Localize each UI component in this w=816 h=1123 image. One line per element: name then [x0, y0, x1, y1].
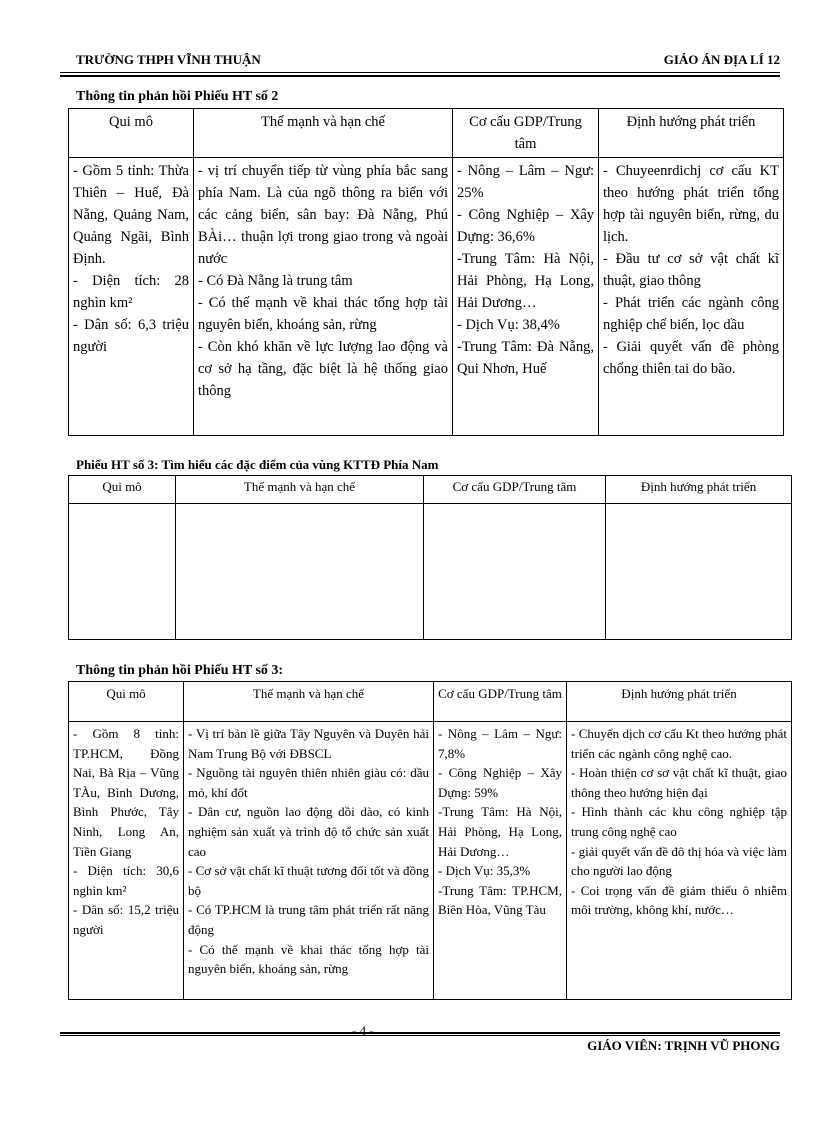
header-cell: Qui mô: [69, 682, 184, 722]
header-cell: Cơ cấu GDP/Trung tâm: [434, 682, 567, 722]
footer-rule: [60, 1032, 780, 1034]
section2-title: Phiếu HT số 3: Tìm hiểu các đặc điểm của vùng KTTĐ Phía Nam: [76, 457, 439, 472]
section3-title: Thông tin phản hồi Phiếu HT số 3:: [76, 663, 284, 678]
footer-rule-thin: [60, 1035, 780, 1036]
empty-answer-cell[interactable]: [69, 504, 176, 640]
direction-cell: - Chuyển dịch cơ cấu Kt theo hướng phát triển các ngành công nghệ cao. - Hoàn thiện cơ sơ vật chất kĩ thuật, giao thông theo hướng hiện đại - Hình thành các khu công nghiệp tập trung công nghệ cao - giải quyết vấn đề đô thị hóa và việc làm cho người lao động - Coi trọng vấn đề giảm thiểu ô nhiễm môi trường, không khí, nước…: [567, 722, 792, 1000]
strengths-cell: - Vị trí bản lề giữa Tây Nguyên và Duyên hải Nam Trung Bộ với ĐBSCL - Nguồng tài nguyên thiên nhiên giàu có: dầu mỏ, khí đốt - Dân cư, nguồn lao động dồi dào, có kinh nghiệm sản xuất và trình độ tổ chức sản xuất cao - Cơ sở vật chất kĩ thuật tương đối tốt và đồng bộ - Có TP.HCM là trung tâm phát triển rất năng động - Có thế mạnh về khai thác tổng hợp tài nguyên biển, khoáng sản, rừng: [184, 722, 434, 1000]
table-row: [69, 504, 792, 640]
school-name: TRƯỜNG THPH VĨNH THUẬN: [76, 52, 261, 67]
header-cell: Thế mạnh và hạn chế: [184, 682, 434, 722]
header-cell: Thế mạnh và hạn chế: [176, 476, 424, 504]
gdp-cell: - Nông – Lâm – Ngư: 7,8% - Công Nghiệp – Xây Dựng: 59% -Trung Tâm: Hà Nội, Hải Phòng, Hạ Long, Hải Dương… - Dịch Vụ: 35,3% -Trung Tâm: TP.HCM, Biên Hòa, Vũng Tàu: [434, 722, 567, 1000]
table-row: [69, 722, 792, 1000]
header-cell: Qui mô: [69, 476, 176, 504]
feedback-table-2: [68, 108, 784, 436]
header-cell: Định hướng phát triển: [567, 682, 792, 722]
gdp-cell: - Nông – Lâm – Ngư: 25% - Công Nghiệp – Xây Dựng: 36,6% -Trung Tâm: Hà Nội, Hải Phòng, Hạ Long, Hải Dương… - Dịch Vụ: 38,4% -Trung Tâm: Đà Nẵng, Qui Nhơn, Huế: [453, 158, 599, 436]
direction-cell: - Chuyeenrdichj cơ cấu KT theo hướng phát triển tổng hợp tài nguyên biển, rừng, du lịch. - Đầu tư cơ sở vật chất kĩ thuật, giao thông - Phát triển các ngành công nghiệp chế biến, lọc dầu - Giải quyết vấn đề phòng chống thiên tai do bão.: [599, 158, 784, 436]
header-rule-double: [60, 75, 780, 77]
header-cell: Định hướng phát triển: [599, 109, 784, 158]
header-cell: Cơ cấu GDP/Trung tâm: [424, 476, 606, 504]
table-header-row: [69, 682, 792, 722]
strengths-cell: - vị trí chuyển tiếp từ vùng phía bắc sang phía Nam. Là của ngõ thông ra biển với các cảng biển, sân bay: Đà Nẵng, Phú BÀi… thuận lợi trong giao trong và ngoài nước - Có Đà Nẵng là trung tâm - Có thế mạnh về khai thác tổng hợp tài nguyên biển, khoáng sản, rừng - Còn khó khăn về lực lượng lao động và cơ sở hạ tầng, đặc biệt là hệ thống giao thông: [194, 158, 453, 436]
header-cell: Cơ cấu GDP/Trung tâm: [453, 109, 599, 158]
table-row: [69, 158, 784, 436]
empty-answer-cell[interactable]: [606, 504, 792, 640]
section1-title: Thông tin phản hồi Phiếu HT số 2: [76, 89, 279, 104]
header-cell: Định hướng phát triển: [606, 476, 792, 504]
page-number: - 4 -: [352, 1023, 374, 1038]
header-cell: Qui mô: [69, 109, 194, 158]
teacher-name: GIÁO VIÊN: TRỊNH VŨ PHONG: [587, 1038, 780, 1053]
empty-answer-cell[interactable]: [424, 504, 606, 640]
empty-answer-cell[interactable]: [176, 504, 424, 640]
header-cell: Thế mạnh và hạn chế: [194, 109, 453, 158]
scale-cell: - Gồm 8 tỉnh: TP.HCM, Đồng Nai, Bà Rịa – Vũng TÀu, Bình Dương, Bình Phước, Tây Ninh, Long An, Tiền Giang - Diện tích: 30,6 nghìn km² - Dân số: 15,2 triệu người: [69, 722, 184, 1000]
feedback-table-3: [68, 681, 792, 1000]
header-rule: [60, 72, 780, 73]
table-header-row: [69, 476, 792, 504]
worksheet-table-3: [68, 475, 792, 640]
table-header-row: [69, 109, 784, 158]
lesson-title: GIÁO ÁN ĐỊA LÍ 12: [663, 52, 780, 67]
scale-cell: - Gồm 5 tỉnh: Thừa Thiên – Huế, Đà Nẵng, Quảng Nam, Quảng Ngãi, Bình Định. - Diện tích: 28 nghìn km² - Dân số: 6,3 triệu người: [69, 158, 194, 436]
